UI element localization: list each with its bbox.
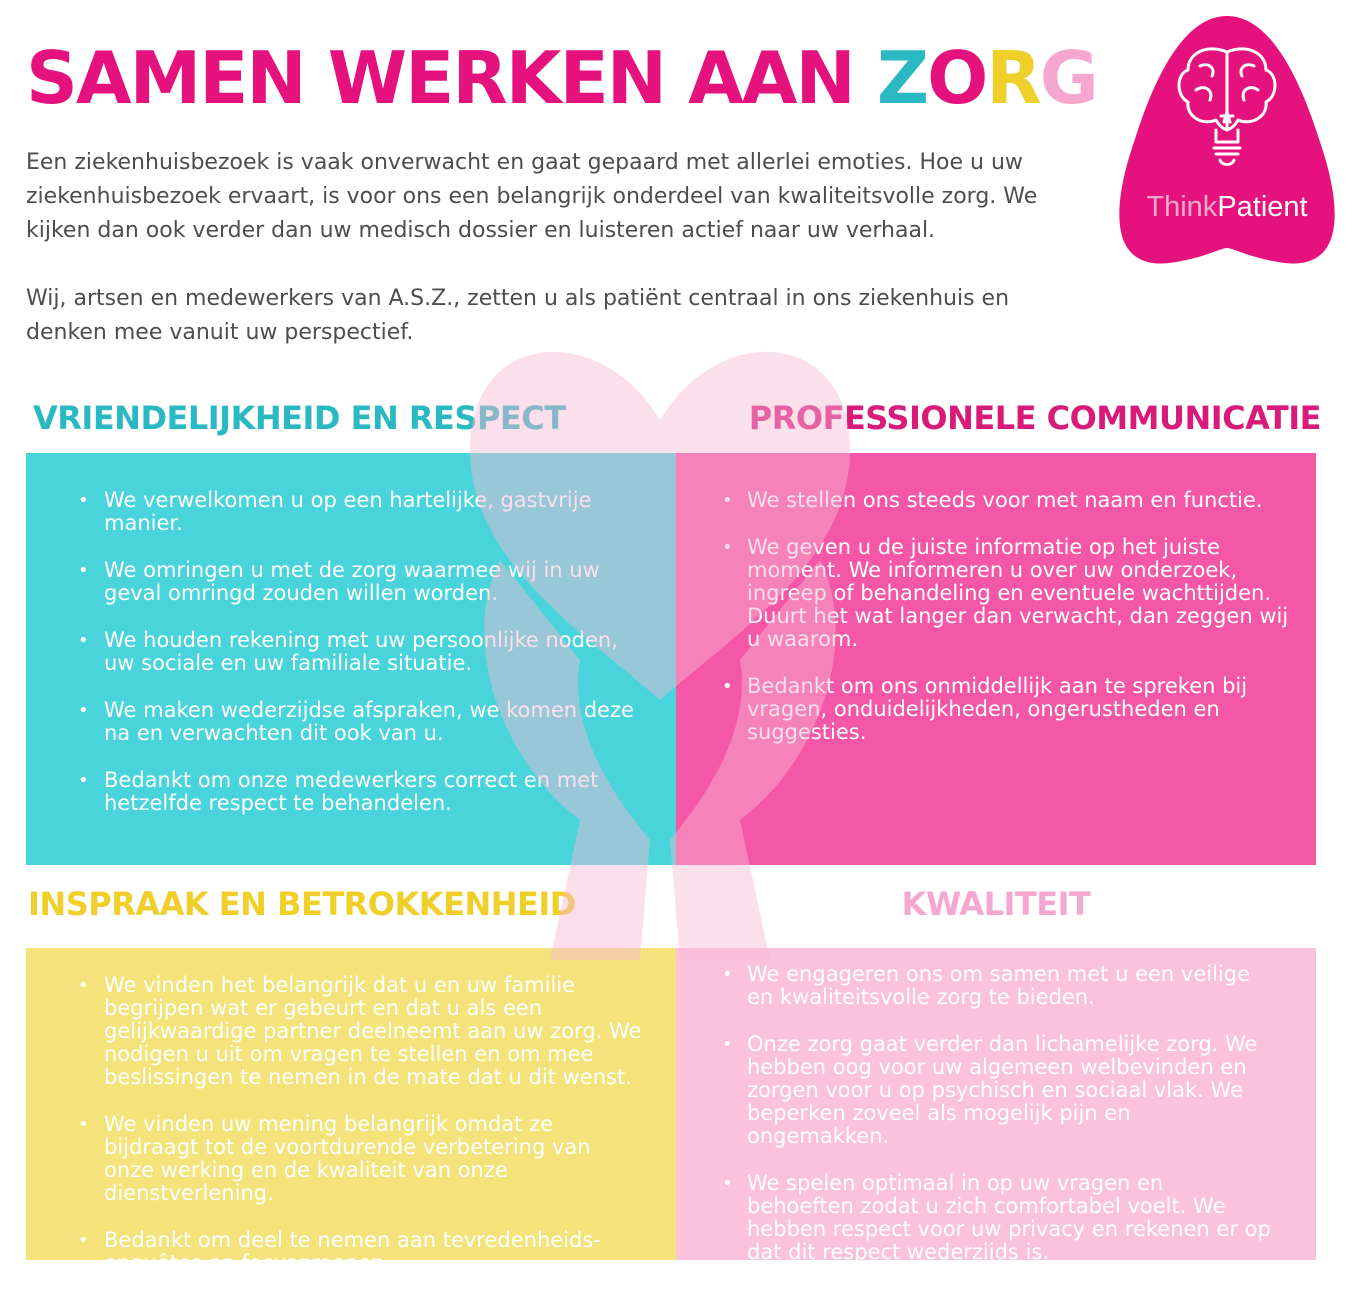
intro-paragraph-1: Een ziekenhuisbezoek is vaak onverwacht en gaat gepaard met allerlei emoties. Hoe u uw ziekenhuisbezoek ervaart, is voor ons een belangrijk onderdeel van kwaliteitsvolle zorg. We kijken dan ook verder dan uw medisch dossier en luisteren actief naar uw verhaal. (26, 150, 1038, 243)
kwaliteit-list (676, 948, 1316, 1264)
list-item: • We geven u de juiste informatie op het juiste moment. We informeren u over uw onderzoek, ingreep of behandeling en eventuele wachttijden. Duurt het wat langer dan verwacht, dan zeggen wij u waarom. (676, 536, 1292, 651)
inspraak-box (26, 948, 676, 1275)
title-letter-g: G (1039, 36, 1097, 120)
svg-text:ThinkPatient (1146, 191, 1307, 223)
intro-text (26, 146, 1086, 350)
communicatie-list (676, 453, 1316, 744)
heading-respect: VRIENDELIJKHEID EN RESPECT (33, 399, 566, 437)
think-patient-logo (1108, 12, 1346, 274)
logo-text-think: Think (1146, 191, 1218, 223)
title-letter-o: O (927, 36, 987, 120)
list-item: • Bedankt om ons onmiddellijk aan te spreken bij vragen, onduidelijkheden, ongerustheden en suggesties. (676, 675, 1292, 744)
list-item: • We vinden uw mening belangrijk omdat ze bijdraagt tot de voortdurende verbetering van onze werking en de kwaliteit van onze dienstverlening. (26, 1113, 646, 1205)
heading-inspraak: INSPRAAK EN BETROKKENHEID (28, 885, 576, 923)
title-letter-r: R (986, 36, 1040, 120)
intro-paragraph-2: Wij, artsen en medewerkers van A.S.Z., zetten u als patiënt centraal in ons ziekenhuis en denken mee vanuit uw perspectief. (26, 286, 1010, 345)
list-item: • Onze zorg gaat verder dan lichamelijke zorg. We hebben oog voor uw algemeen welbevinden en zorgen voor u op psychisch en sociaal vlak. We beperken zoveel als mogelijk pijn en ongemakken. (676, 1033, 1276, 1148)
list-item: • We omringen u met de zorg waarmee wij in uw geval omringd zouden willen worden. (26, 559, 636, 605)
title-letter-z: Z (876, 36, 928, 120)
list-item: • We vinden het belangrijk dat u en uw familie begrijpen wat er gebeurt en dat u als een gelijkwaardige partner deelneemt aan uw zorg. We nodigen u uit om vragen te stellen en om mee beslissingen te nemen in de mate dat u dit wenst. (26, 974, 646, 1089)
list-item: • Bedankt om deel te nemen aan tevredenheids-enquêtes en focusgroepen. (26, 1229, 646, 1275)
list-item: • We verwelkomen u op een hartelijke, gastvrije manier. (26, 489, 636, 535)
list-item: • We houden rekening met uw persoonlijke noden, uw sociale en uw familiale situatie. (26, 629, 636, 675)
list-item: • We spelen optimaal in op uw vragen en behoeften zodat u zich comfortabel voelt. We hebben respect voor uw privacy en rekenen er op dat dit respect wederzijds is. (676, 1172, 1276, 1264)
inspraak-list (26, 948, 676, 1275)
title-text: SAMEN WERKEN AAN (26, 36, 877, 120)
heading-communicatie: PROFESSIONELE COMMUNICATIE (748, 399, 1321, 437)
respect-box (26, 453, 676, 865)
kwaliteit-box (676, 948, 1316, 1264)
list-item: • Bedankt om onze medewerkers correct en met hetzelfde respect te behandelen. (26, 769, 636, 815)
communicatie-box (676, 453, 1316, 865)
list-item: • We maken wederzijdse afspraken, we komen deze na en verwachten dit ook van u. (26, 699, 636, 745)
list-item: • We stellen ons steeds voor met naam en functie. (676, 489, 1292, 512)
logo-shape (1108, 12, 1346, 274)
page-title (26, 38, 1097, 118)
heading-kwaliteit: KWALITEIT (901, 885, 1091, 923)
respect-list (26, 453, 676, 815)
logo-text-patient: Patient (1217, 191, 1308, 223)
list-item: • We engageren ons om samen met u een veilige en kwaliteitsvolle zorg te bieden. (676, 963, 1276, 1009)
